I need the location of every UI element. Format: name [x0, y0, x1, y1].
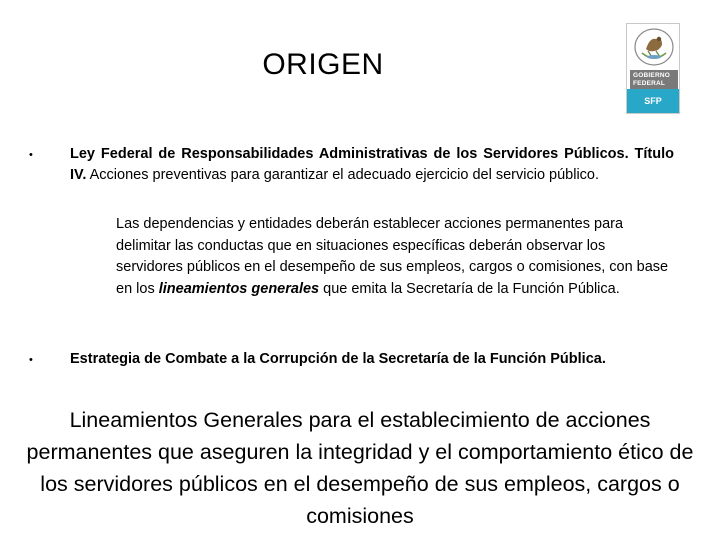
gov-line-2: FEDERAL [633, 80, 666, 87]
page-title: ORIGEN [262, 48, 384, 81]
quote-emphasis: lineamientos generales [158, 280, 320, 297]
quoted-paragraph [116, 214, 672, 300]
bullet-dot-icon: • [29, 354, 33, 366]
bullet-body: Acciones preventivas para garantizar el adecuado ejercicio del servicio público. [86, 167, 600, 183]
gobierno-federal-label [630, 70, 678, 89]
mexican-eagle-seal-icon [632, 27, 676, 67]
gobierno-federal-logo [626, 23, 680, 114]
quote-text-after: que emita la Secretaría de la Función Pública. [319, 280, 620, 297]
quote-text-before: Las dependencias y entidades deberán establecer acciones permanentes para delimitar las conductas que en situaciones específicas deberán observar los servidores públicos en el desempeño de sus empleos, cargos o comisiones, con base en los [116, 216, 669, 297]
sfp-label: SFP [627, 89, 679, 113]
lineamientos-heading: Lineamientos Generales para el establecimiento de acciones permanentes que aseguren la integridad y el comportamiento ético de los servidores públicos en el desempeño de sus empleos, cargos o comisiones [26, 408, 694, 528]
bullet-text [70, 144, 674, 186]
bullet-bold-lead: Ley Federal de Responsabilidades Administrativas de los Servidores Públicos. Título IV. [70, 146, 674, 183]
bullet-dot-icon: • [29, 149, 33, 161]
bullet-text: Estrategia de Combate a la Corrupción de la Secretaría de la Función Pública. [70, 351, 606, 367]
gov-line-1: GOBIERNO [633, 72, 670, 79]
